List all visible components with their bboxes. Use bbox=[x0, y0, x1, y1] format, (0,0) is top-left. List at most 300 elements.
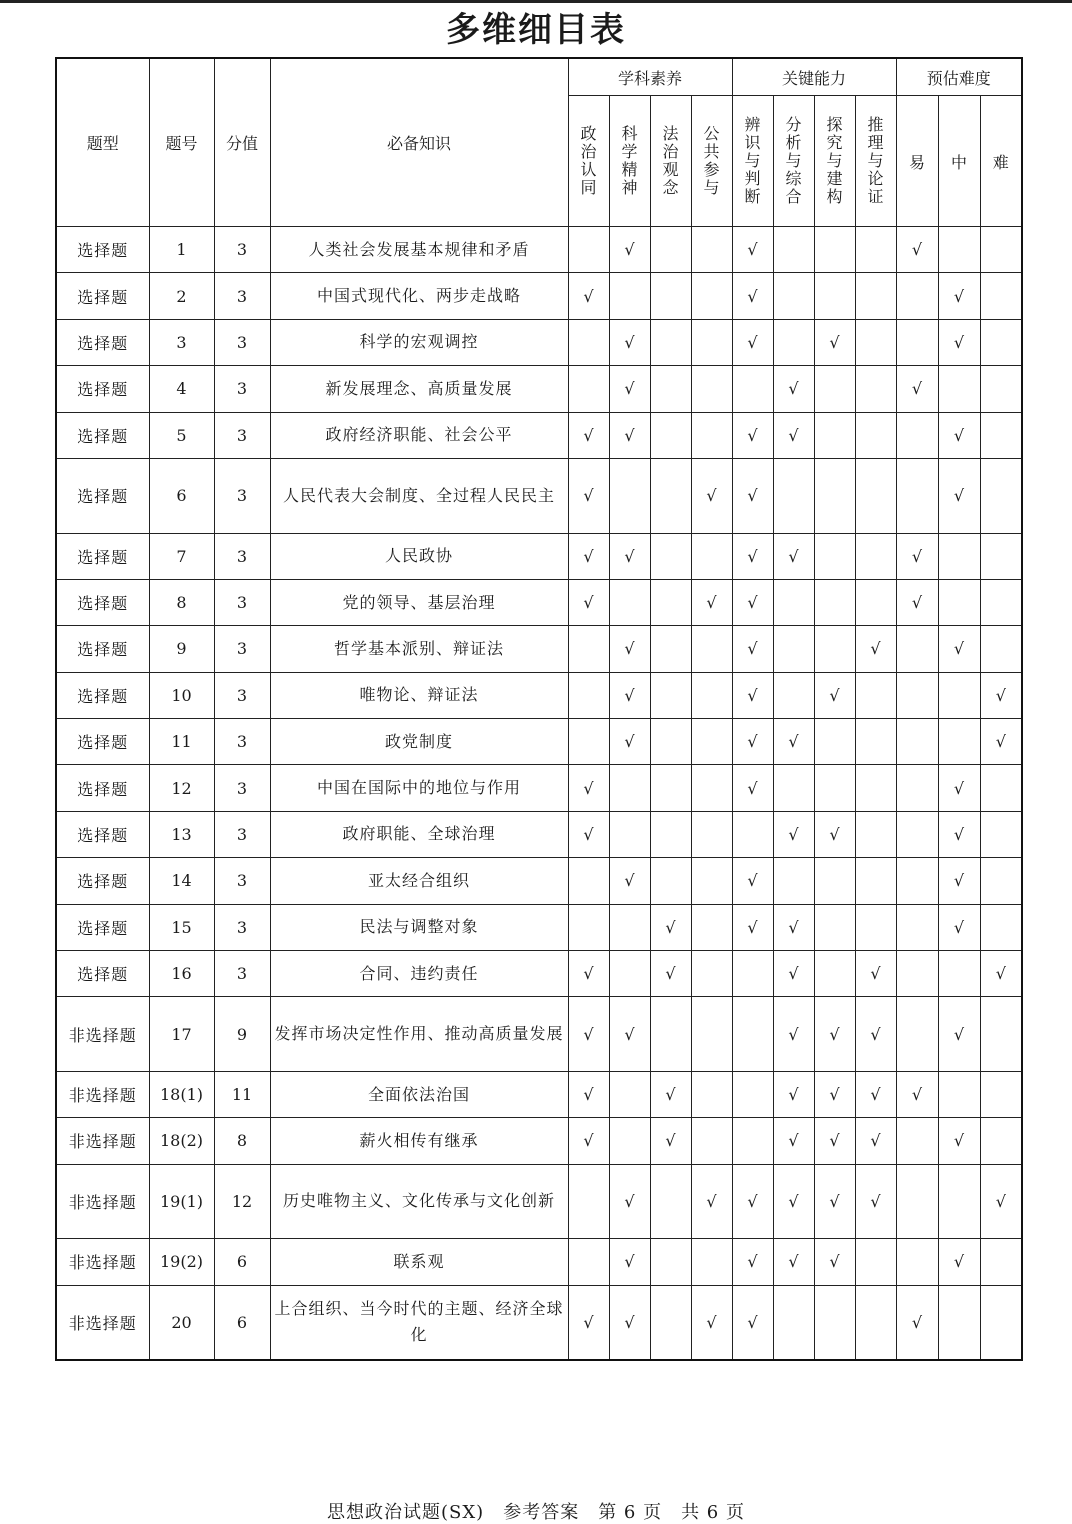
check-mark-icon: √ bbox=[583, 1085, 594, 1105]
check-mark-icon: √ bbox=[788, 1131, 799, 1151]
check-mark-icon: √ bbox=[829, 1085, 840, 1105]
specification-table bbox=[55, 57, 1023, 1361]
mark-cell-public-participation bbox=[691, 458, 732, 533]
check-mark-icon: √ bbox=[788, 917, 799, 937]
check-mark-icon: √ bbox=[747, 917, 758, 937]
question-type-cell: 选择题 bbox=[56, 904, 149, 950]
mark-cell-political-identity bbox=[568, 719, 609, 765]
mark-cell-rule-of-law bbox=[650, 458, 691, 533]
table-row bbox=[56, 1239, 1022, 1285]
mark-cell-analyze-synthesize bbox=[773, 533, 814, 579]
question-number-cell: 4 bbox=[149, 366, 214, 412]
mark-cell-scientific-spirit bbox=[609, 579, 650, 625]
question-type-cell: 选择题 bbox=[56, 858, 149, 904]
mark-cell-scientific-spirit bbox=[609, 950, 650, 996]
table-row bbox=[56, 1118, 1022, 1164]
mark-cell-explore-construct bbox=[814, 672, 855, 718]
knowledge-cell: 亚太经合组织 bbox=[270, 858, 568, 904]
mark-cell-analyze-synthesize bbox=[773, 950, 814, 996]
check-mark-icon: √ bbox=[829, 1252, 840, 1272]
mark-cell-hard bbox=[980, 1239, 1022, 1285]
mark-cell-identify-judge bbox=[732, 1239, 773, 1285]
question-score-cell: 9 bbox=[214, 997, 270, 1072]
check-mark-icon: √ bbox=[706, 593, 717, 613]
mark-cell-scientific-spirit bbox=[609, 997, 650, 1072]
question-score-cell: 3 bbox=[214, 412, 270, 458]
mark-cell-easy bbox=[896, 533, 938, 579]
mark-cell-easy bbox=[896, 319, 938, 365]
mark-cell-medium bbox=[938, 1118, 980, 1164]
mark-cell-hard bbox=[980, 366, 1022, 412]
mark-cell-analyze-synthesize bbox=[773, 1071, 814, 1117]
check-mark-icon: √ bbox=[747, 871, 758, 891]
mark-cell-medium bbox=[938, 458, 980, 533]
check-mark-icon: √ bbox=[624, 732, 635, 752]
header-group-ability: 关键能力 bbox=[732, 58, 896, 96]
mark-cell-hard bbox=[980, 319, 1022, 365]
mark-cell-easy bbox=[896, 858, 938, 904]
mark-cell-scientific-spirit bbox=[609, 1285, 650, 1360]
mark-cell-hard bbox=[980, 1118, 1022, 1164]
mark-cell-hard bbox=[980, 1071, 1022, 1117]
knowledge-cell: 哲学基本派别、辩证法 bbox=[270, 626, 568, 672]
mark-cell-identify-judge bbox=[732, 626, 773, 672]
mark-cell-political-identity bbox=[568, 227, 609, 273]
mark-cell-public-participation bbox=[691, 1071, 732, 1117]
mark-cell-easy bbox=[896, 1071, 938, 1117]
mark-cell-reason-argue bbox=[855, 672, 896, 718]
mark-cell-analyze-synthesize bbox=[773, 672, 814, 718]
knowledge-cell: 唯物论、辩证法 bbox=[270, 672, 568, 718]
mark-cell-easy bbox=[896, 579, 938, 625]
mark-cell-hard bbox=[980, 904, 1022, 950]
knowledge-cell: 中国式现代化、两步走战略 bbox=[270, 273, 568, 319]
question-number-cell: 8 bbox=[149, 579, 214, 625]
mark-cell-hard bbox=[980, 997, 1022, 1072]
mark-cell-public-participation bbox=[691, 366, 732, 412]
knowledge-cell: 人民代表大会制度、全过程人民民主 bbox=[270, 458, 568, 533]
header-knowledge: 必备知识 bbox=[270, 58, 568, 227]
header-number: 题号 bbox=[149, 58, 214, 227]
knowledge-cell: 发挥市场决定性作用、推动高质量发展 bbox=[270, 997, 568, 1072]
page-footer: 思想政治试题(SX) 参考答案 第 6 页 共 6 页 bbox=[327, 1502, 745, 1523]
mark-cell-explore-construct bbox=[814, 1071, 855, 1117]
mark-cell-identify-judge bbox=[732, 858, 773, 904]
mark-cell-public-participation bbox=[691, 227, 732, 273]
mark-cell-explore-construct bbox=[814, 765, 855, 811]
mark-cell-political-identity bbox=[568, 1164, 609, 1239]
mark-cell-identify-judge bbox=[732, 904, 773, 950]
mark-cell-analyze-synthesize bbox=[773, 858, 814, 904]
mark-cell-medium bbox=[938, 626, 980, 672]
check-mark-icon: √ bbox=[911, 546, 923, 566]
mark-cell-easy bbox=[896, 458, 938, 533]
mark-cell-identify-judge bbox=[732, 1118, 773, 1164]
check-mark-icon: √ bbox=[583, 778, 594, 798]
check-mark-icon: √ bbox=[583, 1312, 594, 1332]
mark-cell-political-identity bbox=[568, 950, 609, 996]
check-mark-icon: √ bbox=[788, 1085, 799, 1105]
question-number-cell: 5 bbox=[149, 412, 214, 458]
mark-cell-public-participation bbox=[691, 273, 732, 319]
check-mark-icon: √ bbox=[706, 1191, 717, 1211]
mark-cell-easy bbox=[896, 765, 938, 811]
mark-cell-reason-argue bbox=[855, 719, 896, 765]
check-mark-icon: √ bbox=[583, 286, 594, 306]
table-row bbox=[56, 904, 1022, 950]
mark-cell-explore-construct bbox=[814, 319, 855, 365]
header-type: 题型 bbox=[56, 58, 149, 227]
mark-cell-analyze-synthesize bbox=[773, 811, 814, 857]
mark-cell-public-participation bbox=[691, 997, 732, 1072]
question-type-cell: 选择题 bbox=[56, 950, 149, 996]
mark-cell-reason-argue bbox=[855, 811, 896, 857]
table-row bbox=[56, 997, 1022, 1072]
mark-cell-identify-judge bbox=[732, 412, 773, 458]
check-mark-icon: √ bbox=[624, 1252, 635, 1272]
check-mark-icon: √ bbox=[911, 379, 923, 399]
check-mark-icon: √ bbox=[624, 379, 635, 399]
mark-cell-analyze-synthesize bbox=[773, 227, 814, 273]
question-score-cell: 12 bbox=[214, 1164, 270, 1239]
mark-cell-medium bbox=[938, 811, 980, 857]
mark-cell-medium bbox=[938, 719, 980, 765]
check-mark-icon: √ bbox=[995, 1191, 1006, 1211]
mark-cell-hard bbox=[980, 719, 1022, 765]
check-mark-icon: √ bbox=[706, 486, 717, 506]
mark-cell-explore-construct bbox=[814, 904, 855, 950]
knowledge-cell: 政府经济职能、社会公平 bbox=[270, 412, 568, 458]
check-mark-icon: √ bbox=[624, 685, 635, 705]
table-row bbox=[56, 626, 1022, 672]
check-mark-icon: √ bbox=[624, 425, 635, 445]
check-mark-icon: √ bbox=[624, 332, 635, 352]
check-mark-icon: √ bbox=[911, 240, 923, 260]
mark-cell-analyze-synthesize bbox=[773, 579, 814, 625]
question-type-cell: 非选择题 bbox=[56, 1071, 149, 1117]
mark-cell-medium bbox=[938, 997, 980, 1072]
check-mark-icon: √ bbox=[870, 1024, 881, 1044]
mark-cell-public-participation bbox=[691, 858, 732, 904]
knowledge-cell: 中国在国际中的地位与作用 bbox=[270, 765, 568, 811]
mark-cell-rule-of-law bbox=[650, 579, 691, 625]
check-mark-icon: √ bbox=[747, 486, 758, 506]
mark-cell-hard bbox=[980, 626, 1022, 672]
mark-cell-explore-construct bbox=[814, 811, 855, 857]
question-number-cell: 12 bbox=[149, 765, 214, 811]
check-mark-icon: √ bbox=[624, 546, 635, 566]
mark-cell-reason-argue bbox=[855, 904, 896, 950]
knowledge-cell: 政党制度 bbox=[270, 719, 568, 765]
question-score-cell: 3 bbox=[214, 366, 270, 412]
check-mark-icon: √ bbox=[953, 1252, 965, 1272]
mark-cell-rule-of-law bbox=[650, 904, 691, 950]
check-mark-icon: √ bbox=[953, 917, 965, 937]
mark-cell-reason-argue bbox=[855, 1118, 896, 1164]
page-title: 多维细目表 bbox=[446, 10, 626, 50]
mark-cell-explore-construct bbox=[814, 458, 855, 533]
mark-cell-reason-argue bbox=[855, 1071, 896, 1117]
table-row bbox=[56, 412, 1022, 458]
mark-cell-political-identity bbox=[568, 672, 609, 718]
mark-cell-scientific-spirit bbox=[609, 412, 650, 458]
check-mark-icon: √ bbox=[788, 379, 799, 399]
mark-cell-reason-argue bbox=[855, 626, 896, 672]
mark-cell-public-participation bbox=[691, 811, 732, 857]
mark-cell-scientific-spirit bbox=[609, 1164, 650, 1239]
question-type-cell: 非选择题 bbox=[56, 1118, 149, 1164]
mark-cell-scientific-spirit bbox=[609, 904, 650, 950]
mark-cell-political-identity bbox=[568, 997, 609, 1072]
check-mark-icon: √ bbox=[747, 639, 758, 659]
mark-cell-rule-of-law bbox=[650, 997, 691, 1072]
header-col-hard: 难 bbox=[980, 96, 1022, 227]
question-score-cell: 6 bbox=[214, 1285, 270, 1360]
knowledge-cell: 联系观 bbox=[270, 1239, 568, 1285]
check-mark-icon: √ bbox=[665, 1085, 676, 1105]
mark-cell-hard bbox=[980, 412, 1022, 458]
check-mark-icon: √ bbox=[870, 964, 881, 984]
mark-cell-identify-judge bbox=[732, 273, 773, 319]
question-score-cell: 8 bbox=[214, 1118, 270, 1164]
check-mark-icon: √ bbox=[747, 1191, 758, 1211]
mark-cell-medium bbox=[938, 319, 980, 365]
check-mark-icon: √ bbox=[747, 732, 758, 752]
knowledge-cell: 全面依法治国 bbox=[270, 1071, 568, 1117]
mark-cell-explore-construct bbox=[814, 273, 855, 319]
question-type-cell: 非选择题 bbox=[56, 1285, 149, 1360]
mark-cell-political-identity bbox=[568, 412, 609, 458]
check-mark-icon: √ bbox=[829, 332, 840, 352]
mark-cell-identify-judge bbox=[732, 811, 773, 857]
mark-cell-rule-of-law bbox=[650, 811, 691, 857]
mark-cell-rule-of-law bbox=[650, 412, 691, 458]
mark-cell-analyze-synthesize bbox=[773, 366, 814, 412]
knowledge-cell: 科学的宏观调控 bbox=[270, 319, 568, 365]
question-type-cell: 非选择题 bbox=[56, 1164, 149, 1239]
knowledge-cell: 民法与调整对象 bbox=[270, 904, 568, 950]
header-col-political-identity: 政治认同 bbox=[568, 96, 609, 227]
mark-cell-analyze-synthesize bbox=[773, 904, 814, 950]
table-row bbox=[56, 1164, 1022, 1239]
mark-cell-easy bbox=[896, 997, 938, 1072]
mark-cell-medium bbox=[938, 227, 980, 273]
mark-cell-hard bbox=[980, 765, 1022, 811]
question-score-cell: 3 bbox=[214, 811, 270, 857]
question-number-cell: 1 bbox=[149, 227, 214, 273]
mark-cell-rule-of-law bbox=[650, 858, 691, 904]
mark-cell-rule-of-law bbox=[650, 626, 691, 672]
question-type-cell: 选择题 bbox=[56, 579, 149, 625]
table-row bbox=[56, 579, 1022, 625]
mark-cell-analyze-synthesize bbox=[773, 1118, 814, 1164]
mark-cell-public-participation bbox=[691, 412, 732, 458]
mark-cell-analyze-synthesize bbox=[773, 412, 814, 458]
check-mark-icon: √ bbox=[583, 964, 594, 984]
mark-cell-explore-construct bbox=[814, 1118, 855, 1164]
knowledge-cell: 政府职能、全球治理 bbox=[270, 811, 568, 857]
mark-cell-scientific-spirit bbox=[609, 273, 650, 319]
check-mark-icon: √ bbox=[788, 1252, 799, 1272]
mark-cell-hard bbox=[980, 1285, 1022, 1360]
question-score-cell: 3 bbox=[214, 672, 270, 718]
knowledge-cell: 新发展理念、高质量发展 bbox=[270, 366, 568, 412]
table-row bbox=[56, 227, 1022, 273]
mark-cell-reason-argue bbox=[855, 1285, 896, 1360]
mark-cell-political-identity bbox=[568, 1285, 609, 1360]
mark-cell-medium bbox=[938, 273, 980, 319]
check-mark-icon: √ bbox=[829, 1024, 840, 1044]
mark-cell-easy bbox=[896, 366, 938, 412]
check-mark-icon: √ bbox=[747, 425, 758, 445]
check-mark-icon: √ bbox=[747, 593, 758, 613]
mark-cell-reason-argue bbox=[855, 273, 896, 319]
check-mark-icon: √ bbox=[747, 1252, 758, 1272]
check-mark-icon: √ bbox=[665, 917, 676, 937]
check-mark-icon: √ bbox=[995, 685, 1006, 705]
mark-cell-rule-of-law bbox=[650, 719, 691, 765]
mark-cell-analyze-synthesize bbox=[773, 626, 814, 672]
mark-cell-easy bbox=[896, 626, 938, 672]
mark-cell-political-identity bbox=[568, 1071, 609, 1117]
mark-cell-political-identity bbox=[568, 765, 609, 811]
header-score: 分值 bbox=[214, 58, 270, 227]
question-number-cell: 9 bbox=[149, 626, 214, 672]
question-number-cell: 6 bbox=[149, 458, 214, 533]
mark-cell-scientific-spirit bbox=[609, 719, 650, 765]
table-row bbox=[56, 672, 1022, 718]
mark-cell-easy bbox=[896, 1285, 938, 1360]
mark-cell-analyze-synthesize bbox=[773, 719, 814, 765]
mark-cell-explore-construct bbox=[814, 1164, 855, 1239]
table-row bbox=[56, 273, 1022, 319]
mark-cell-political-identity bbox=[568, 1118, 609, 1164]
mark-cell-identify-judge bbox=[732, 1071, 773, 1117]
mark-cell-analyze-synthesize bbox=[773, 1239, 814, 1285]
question-number-cell: 10 bbox=[149, 672, 214, 718]
mark-cell-scientific-spirit bbox=[609, 227, 650, 273]
mark-cell-hard bbox=[980, 1164, 1022, 1239]
mark-cell-analyze-synthesize bbox=[773, 458, 814, 533]
check-mark-icon: √ bbox=[747, 685, 758, 705]
question-number-cell: 11 bbox=[149, 719, 214, 765]
check-mark-icon: √ bbox=[788, 546, 799, 566]
question-type-cell: 选择题 bbox=[56, 672, 149, 718]
mark-cell-medium bbox=[938, 1071, 980, 1117]
mark-cell-identify-judge bbox=[732, 719, 773, 765]
check-mark-icon: √ bbox=[583, 1131, 594, 1151]
question-score-cell: 3 bbox=[214, 458, 270, 533]
question-type-cell: 选择题 bbox=[56, 626, 149, 672]
table-row bbox=[56, 719, 1022, 765]
mark-cell-medium bbox=[938, 1285, 980, 1360]
question-number-cell: 15 bbox=[149, 904, 214, 950]
mark-cell-easy bbox=[896, 904, 938, 950]
question-number-cell: 17 bbox=[149, 997, 214, 1072]
mark-cell-rule-of-law bbox=[650, 1071, 691, 1117]
check-mark-icon: √ bbox=[665, 964, 676, 984]
check-mark-icon: √ bbox=[870, 1191, 881, 1211]
mark-cell-public-participation bbox=[691, 1239, 732, 1285]
knowledge-cell: 人民政协 bbox=[270, 533, 568, 579]
mark-cell-medium bbox=[938, 950, 980, 996]
check-mark-icon: √ bbox=[995, 732, 1006, 752]
check-mark-icon: √ bbox=[583, 824, 594, 844]
mark-cell-political-identity bbox=[568, 366, 609, 412]
question-score-cell: 6 bbox=[214, 1239, 270, 1285]
question-type-cell: 非选择题 bbox=[56, 997, 149, 1072]
mark-cell-rule-of-law bbox=[650, 273, 691, 319]
check-mark-icon: √ bbox=[911, 1312, 923, 1332]
mark-cell-political-identity bbox=[568, 533, 609, 579]
mark-cell-public-participation bbox=[691, 1285, 732, 1360]
mark-cell-explore-construct bbox=[814, 719, 855, 765]
question-type-cell: 选择题 bbox=[56, 765, 149, 811]
check-mark-icon: √ bbox=[953, 425, 965, 445]
mark-cell-analyze-synthesize bbox=[773, 997, 814, 1072]
mark-cell-political-identity bbox=[568, 319, 609, 365]
question-score-cell: 3 bbox=[214, 273, 270, 319]
mark-cell-reason-argue bbox=[855, 412, 896, 458]
mark-cell-scientific-spirit bbox=[609, 672, 650, 718]
question-score-cell: 3 bbox=[214, 719, 270, 765]
mark-cell-scientific-spirit bbox=[609, 765, 650, 811]
header-col-easy: 易 bbox=[896, 96, 938, 227]
knowledge-cell: 合同、违约责任 bbox=[270, 950, 568, 996]
mark-cell-scientific-spirit bbox=[609, 533, 650, 579]
question-score-cell: 3 bbox=[214, 579, 270, 625]
mark-cell-public-participation bbox=[691, 579, 732, 625]
mark-cell-medium bbox=[938, 1164, 980, 1239]
check-mark-icon: √ bbox=[829, 1131, 840, 1151]
check-mark-icon: √ bbox=[788, 824, 799, 844]
question-number-cell: 16 bbox=[149, 950, 214, 996]
mark-cell-scientific-spirit bbox=[609, 366, 650, 412]
mark-cell-reason-argue bbox=[855, 1239, 896, 1285]
check-mark-icon: √ bbox=[624, 871, 635, 891]
knowledge-cell: 上合组织、当今时代的主题、经济全球化 bbox=[270, 1285, 568, 1360]
mark-cell-reason-argue bbox=[855, 458, 896, 533]
mark-cell-analyze-synthesize bbox=[773, 319, 814, 365]
mark-cell-public-participation bbox=[691, 719, 732, 765]
question-number-cell: 19(1) bbox=[149, 1164, 214, 1239]
mark-cell-medium bbox=[938, 858, 980, 904]
check-mark-icon: √ bbox=[911, 1085, 923, 1105]
check-mark-icon: √ bbox=[953, 824, 965, 844]
mark-cell-political-identity bbox=[568, 858, 609, 904]
header-col-reason-argue: 推理与论证 bbox=[855, 96, 896, 227]
check-mark-icon: √ bbox=[747, 332, 758, 352]
mark-cell-public-participation bbox=[691, 672, 732, 718]
table-row bbox=[56, 458, 1022, 533]
check-mark-icon: √ bbox=[747, 240, 758, 260]
question-score-cell: 3 bbox=[214, 858, 270, 904]
table-row bbox=[56, 858, 1022, 904]
mark-cell-identify-judge bbox=[732, 672, 773, 718]
check-mark-icon: √ bbox=[583, 425, 594, 445]
question-type-cell: 选择题 bbox=[56, 533, 149, 579]
mark-cell-public-participation bbox=[691, 765, 732, 811]
mark-cell-explore-construct bbox=[814, 533, 855, 579]
question-type-cell: 选择题 bbox=[56, 811, 149, 857]
question-number-cell: 19(2) bbox=[149, 1239, 214, 1285]
question-number-cell: 20 bbox=[149, 1285, 214, 1360]
mark-cell-identify-judge bbox=[732, 533, 773, 579]
mark-cell-reason-argue bbox=[855, 1164, 896, 1239]
check-mark-icon: √ bbox=[583, 1024, 594, 1044]
check-mark-icon: √ bbox=[870, 639, 881, 659]
question-score-cell: 3 bbox=[214, 904, 270, 950]
